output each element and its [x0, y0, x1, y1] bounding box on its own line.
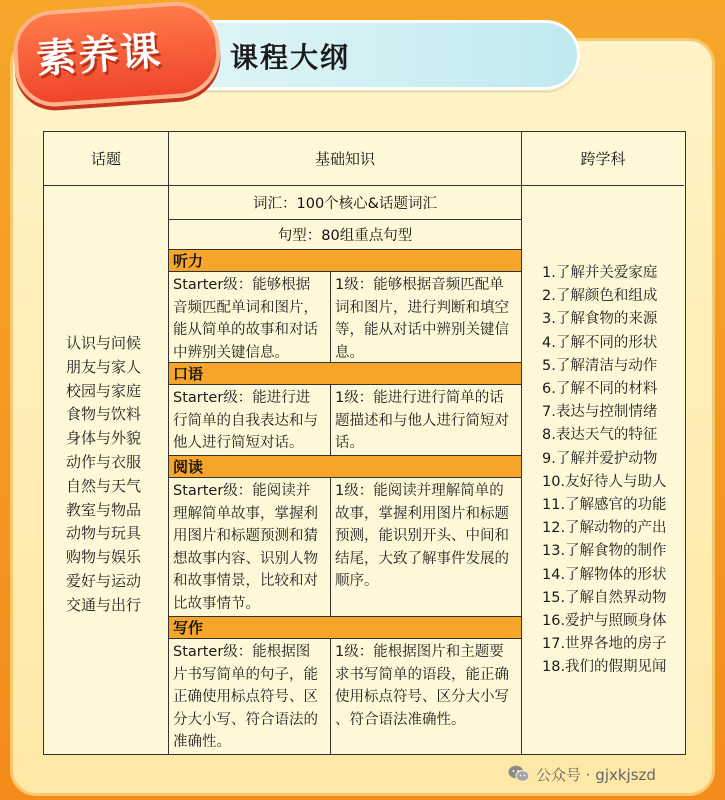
text-line: 顺序。 [335, 573, 379, 589]
text-line: 、符合语法准确性。 [335, 711, 466, 728]
writing-level1 [331, 639, 522, 754]
text-line: 求书写简单的语段，能正确 [335, 666, 509, 683]
topic-item: 购物与娱乐 [66, 548, 142, 567]
topic-item: 爱好与运动 [66, 571, 142, 590]
topic-item: 教室与物品 [66, 500, 142, 519]
cross-subject-item: 1.了解并关爱家庭 [542, 265, 658, 281]
sentence-row: 句型：80组重点句型 [169, 220, 522, 250]
header-topic: 话题 [44, 132, 169, 186]
topic-item: 身体与外貌 [66, 429, 142, 448]
listening-starter [169, 272, 331, 363]
cross-subject-item: 15.了解自然界动物 [542, 589, 667, 606]
cross-subject-item: 13.了解食物的制作 [542, 543, 667, 560]
text-line: 词和图片，进行判断和填空 [335, 299, 509, 316]
cross-subject-item: 8.表达天气的特征 [542, 427, 658, 444]
text-line: 预测，能识别开头、中间和 [335, 528, 509, 544]
page-title: 课程大纲 [230, 41, 351, 74]
reading-level1 [331, 478, 522, 617]
topic-item: 食物与饮料 [66, 405, 142, 424]
reading-starter [169, 478, 331, 617]
text-line: 结尾，大致了解事件发展的 [335, 550, 509, 567]
topic-item: 交通与出行 [66, 595, 142, 614]
topic-item: 校园与家庭 [66, 381, 142, 400]
text-line: 用图片和标题预测和猜 [173, 528, 318, 544]
text-line: 准确性。 [173, 734, 231, 750]
section-writing-title: 写作 [169, 617, 522, 639]
listening-level1 [331, 272, 522, 363]
topics-list [66, 332, 168, 618]
topic-item: 自然与天气 [66, 476, 142, 495]
reading-starter-text [173, 480, 330, 615]
syllabus-table [43, 131, 686, 755]
writing-level1-text [335, 641, 521, 731]
speaking-starter [169, 385, 331, 456]
text-line: 正确使用标点符号、区 [173, 689, 318, 705]
cross-subject-item: 3.了解食物的来源 [542, 311, 658, 328]
text-line: 1级：能根据图片和主题要 [335, 644, 504, 660]
cross-subject-item: 14.了解物体的形状 [542, 566, 667, 583]
text-line: 息。 [335, 344, 364, 361]
cross-subject-item: 16.爱护与照顾身体 [542, 613, 667, 630]
speaking-starter-text [173, 387, 330, 455]
text-line: 他人进行简短对话。 [173, 435, 304, 451]
cross-subject-item: 5.了解清洁与动作 [542, 357, 658, 374]
listening-starter-text [173, 274, 330, 364]
cross-subject-item: 11.了解感官的功能 [542, 497, 667, 514]
text-line: 使用标点符号、区分大小写 [335, 689, 509, 705]
topics-cell [44, 186, 169, 754]
text-line: 能从简单的故事和对话 [173, 322, 318, 338]
cross-subject-item: 18.我们的假期见闻 [542, 659, 667, 676]
topic-item: 动物与玩具 [66, 524, 142, 543]
speaking-level1 [331, 385, 522, 456]
writing-starter [169, 639, 331, 754]
topic-item: 朋友与家人 [66, 357, 142, 376]
section-speaking-title: 口语 [169, 363, 522, 385]
writing-starter-text [173, 641, 330, 754]
text-line: 故事，掌握利用图片和标题 [335, 505, 509, 522]
cross-subject-item: 7.表达与控制情绪 [542, 404, 658, 421]
text-line: 和故事情景，比较和对 [173, 573, 318, 589]
reading-level1-text [335, 480, 521, 593]
text-line: Starter级：能根据图 [173, 644, 311, 660]
text-line: 等，能从对话中辨别关键信 [335, 322, 509, 338]
cross-subject-item: 6.了解不同的材料 [542, 381, 658, 398]
header-basic: 基础知识 [169, 132, 522, 186]
text-line: Starter级：能进行进 [173, 390, 311, 406]
cross-subject-item: 17.世界各地的房子 [542, 636, 667, 653]
cross-subject-list [542, 262, 684, 680]
vocab-row: 词汇：100个核心&话题词汇 [169, 186, 522, 220]
text-line: 比故事情节。 [173, 595, 260, 612]
text-line: 音频匹配单词和图片， [173, 299, 318, 316]
cross-subject-cell [522, 186, 684, 754]
text-line: 题描述和与他人进行简短对 [335, 412, 509, 429]
cross-subject-item: 10.友好待人与助人 [542, 473, 667, 490]
text-line: 分大小写、符合语法的 [173, 711, 318, 728]
section-listening-title: 听力 [169, 250, 522, 272]
cross-subject-item: 4.了解不同的形状 [542, 334, 658, 351]
text-line: 1级：能够根据音频匹配单 [335, 277, 504, 293]
text-line: 理解简单故事，掌握利 [173, 505, 318, 522]
text-line: 行简单的自我表达和与 [173, 412, 318, 429]
cross-subject-item: 2.了解颜色和组成 [542, 288, 658, 305]
text-line: 话。 [335, 435, 364, 451]
topic-item: 动作与衣服 [66, 452, 142, 471]
cross-subject-item: 9.了解并爱护动物 [542, 450, 658, 467]
text-line: 片书写简单的句子，能 [173, 666, 318, 683]
topic-item: 认识与问候 [66, 334, 142, 352]
course-badge-label: 素养课 [34, 28, 164, 83]
text-line: 中辨别关键信息。 [173, 344, 289, 361]
text-line: Starter级：能阅读并 [173, 483, 311, 499]
text-line: 1级：能阅读并理解简单的 [335, 483, 504, 499]
text-line: 1级：能进行进行简单的话 [335, 390, 504, 406]
wechat-icon [508, 765, 530, 783]
header-cross: 跨学科 [522, 132, 684, 186]
text-line: 想故事内容、识别人物 [173, 550, 318, 567]
speaking-level1-text [335, 387, 521, 455]
listening-level1-text [335, 274, 521, 364]
section-reading-title: 阅读 [169, 456, 522, 478]
watermark-text: 公众号 · gjxkjszd [536, 765, 656, 784]
watermark [508, 762, 656, 786]
cross-subject-item: 12.了解动物的产出 [542, 520, 667, 537]
text-line: Starter级：能够根据 [173, 277, 311, 293]
